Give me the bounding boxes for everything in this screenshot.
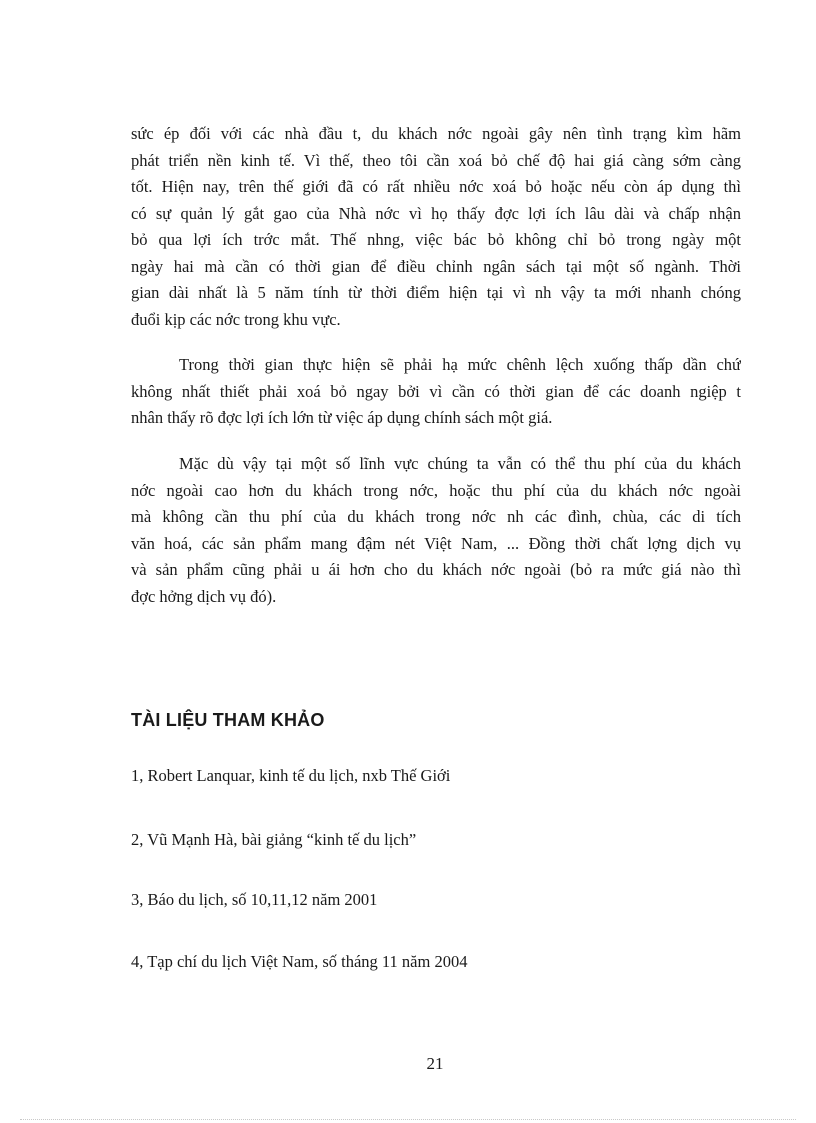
- paragraph-line: nhân thấy rõ đợc lợi ích lớn từ việc áp dụng chính sách một giá.: [131, 408, 553, 427]
- paragraph-line: phát triển nền kinh tế. Vì thế, theo tôi cần xoá bỏ chế độ hai giá càng sớm càng: [131, 150, 741, 170]
- paragraph-line: tốt. Hiện nay, trên thế giới đã có rất nhiều nớc xoá bỏ hoặc nếu còn áp dụng thì: [131, 177, 741, 196]
- paragraph-line: không nhất thiết phải xoá bỏ ngay bởi vì cần có thời gian để các doanh ngiệp t: [131, 381, 741, 401]
- reference-item: 4, Tạp chí du lịch Việt Nam, số tháng 11 năm 2004: [131, 952, 468, 971]
- reference-item: 2, Vũ Mạnh Hà, bài giảng “kinh tế du lịch”: [131, 830, 417, 849]
- paragraph-line: đuổi kịp các nớc trong khu vực.: [131, 309, 341, 329]
- paragraph-line: bỏ qua lợi ích trớc mắt. Thế nhng, việc bác bỏ không chỉ bỏ trong ngày một: [131, 230, 741, 249]
- body-paragraph-1: [131, 121, 741, 333]
- paragraph-line: và sản phẩm cũng phải u ái hơn cho du khách nớc ngoài (bỏ ra mức giá nào thì: [131, 560, 741, 579]
- paragraph-line: Trong thời gian thực hiện sẽ phải hạ mức chênh lệch xuống thấp dần chứ: [179, 355, 741, 374]
- paragraph-line: ngày hai mà cần có thời gian để điều chỉnh ngân sách tại một số ngành. Thời: [131, 256, 741, 276]
- paragraph-line: có sự quản lý gắt gao của Nhà nớc vì họ thấy đợc lợi ích lâu dài và chấp nhận: [131, 203, 741, 223]
- body-paragraph-2: [131, 352, 741, 432]
- references-heading: TÀI LIỆU THAM KHẢO: [131, 710, 325, 730]
- footer-divider: [20, 1119, 796, 1120]
- reference-item: 3, Báo du lịch, số 10,11,12 năm 2001: [131, 890, 378, 909]
- reference-item: 1, Robert Lanquar, kinh tế du lịch, nxb Thế Giới: [131, 766, 451, 785]
- paragraph-line: sức ép đối với các nhà đầu t, du khách nớc ngoài gây nên tình trạng kìm hãm: [131, 124, 741, 143]
- paragraph-line: mà không cần thu phí của du khách trong nớc nh các đình, chùa, các di tích: [131, 507, 741, 526]
- paragraph-line: đợc hởng dịch vụ đó).: [131, 586, 277, 606]
- paragraph-line: Mặc dù vậy tại một số lĩnh vực chúng ta vẫn có thể thu phí của du khách: [179, 454, 741, 473]
- paragraph-line: gian dài nhất là 5 năm tính từ thời điểm hiện tại vì nh vậy ta mới nhanh chóng: [131, 283, 741, 302]
- page-number: 21: [426, 1054, 444, 1073]
- paragraph-line: văn hoá, các sản phẩm mang đậm nét Việt Nam, ... Đồng thời chất lợng dịch vụ: [131, 533, 741, 553]
- body-paragraph-3: [131, 451, 741, 610]
- paragraph-line: nớc ngoài cao hơn du khách trong nớc, hoặc thu phí của du khách nớc ngoài: [131, 480, 741, 500]
